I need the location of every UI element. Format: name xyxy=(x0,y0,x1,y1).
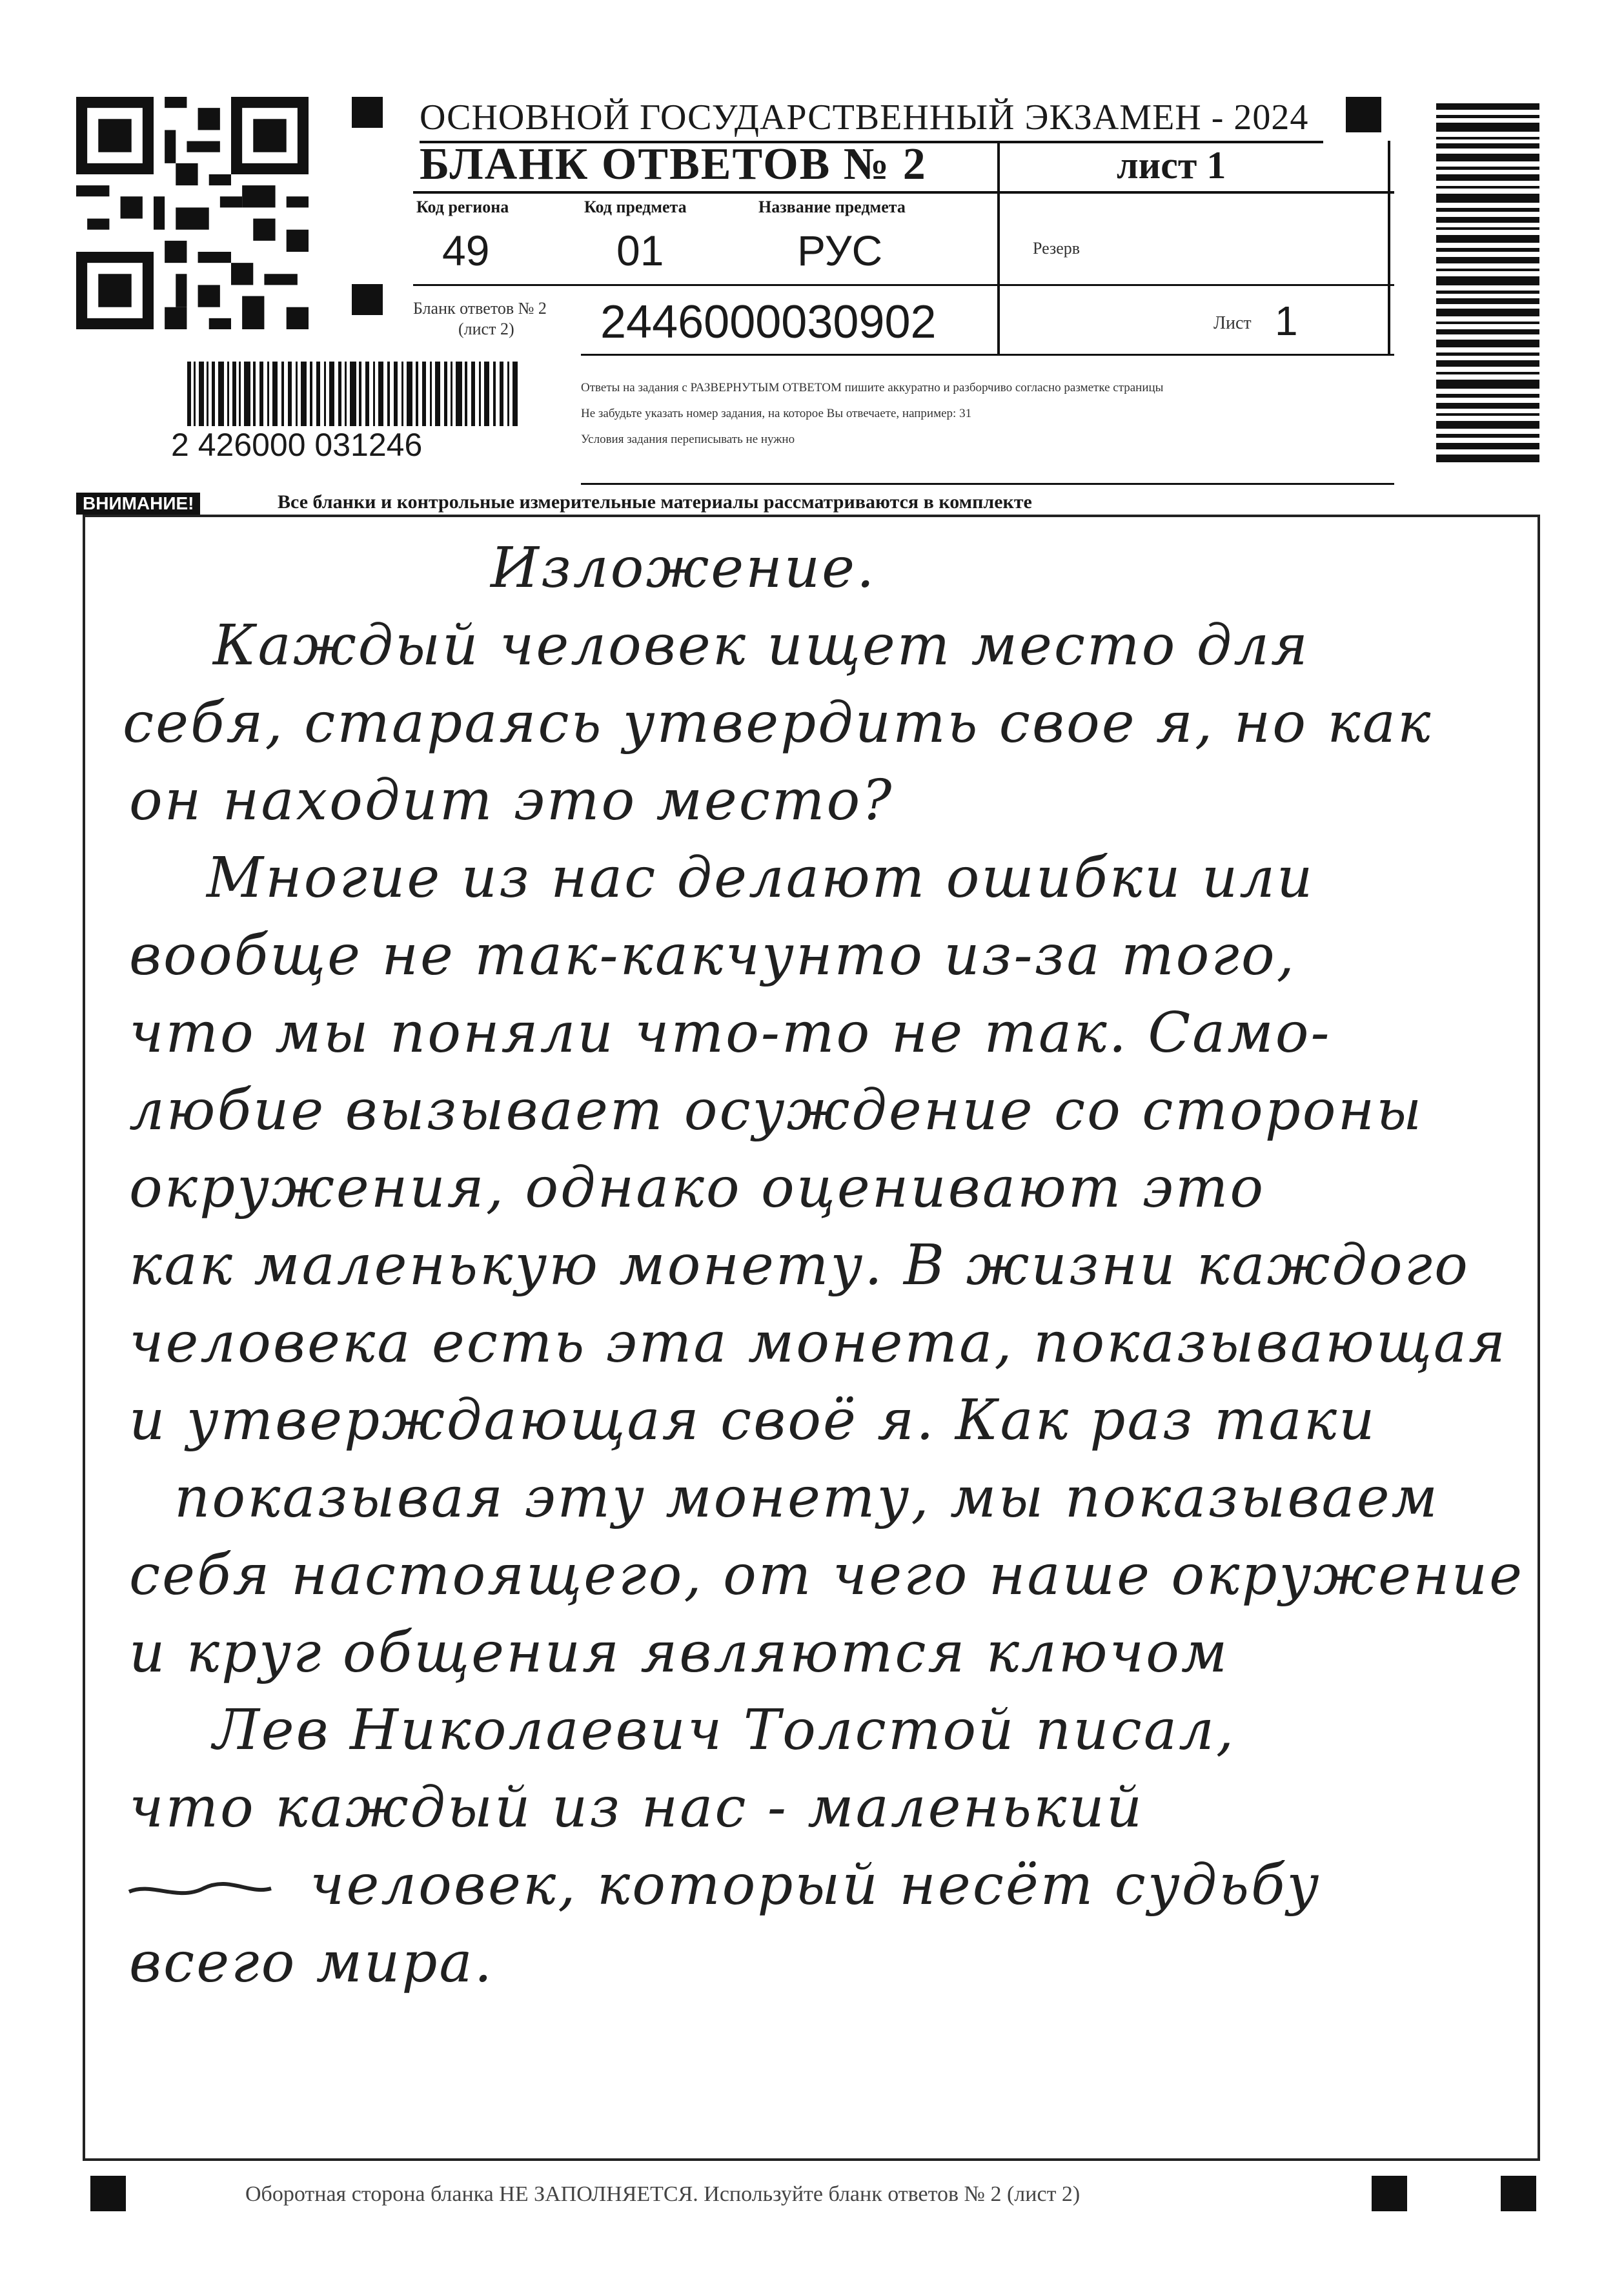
handwritten-line: человека есть эта монета, показывающая xyxy=(129,1311,1508,1375)
handwritten-line: как маленькую монету. В жизни каждого xyxy=(129,1233,1470,1298)
handwritten-line: себя настоящего, от чего наше окружение xyxy=(129,1543,1524,1608)
subject-name-label: Название предмета xyxy=(758,198,906,216)
divider xyxy=(581,483,1394,485)
divider xyxy=(413,191,1394,194)
instruction-line: Не забудьте указать номер задания, на которое Вы отвечаете, например: 31 xyxy=(581,407,972,420)
exam-title: ОСНОВНОЙ ГОСУДАРСТВЕННЫЙ ЭКЗАМЕН - 2024 xyxy=(420,97,1309,138)
sheet-ref-label: Лист xyxy=(1213,313,1252,333)
main-barcode xyxy=(187,362,523,426)
handwritten-line: и круг общения являются ключом xyxy=(129,1621,1230,1685)
handwritten-line: Каждый человек ищет место для xyxy=(213,613,1310,678)
handwritten-line: показывая эту монету, мы показываем xyxy=(174,1466,1439,1530)
handwritten-line: человек, который несёт судьбу xyxy=(310,1853,1321,1918)
divider xyxy=(997,141,1000,354)
subject-code-label: Код предмета xyxy=(584,198,687,216)
instruction-line: Ответы на задания с РАЗВЕРНУТЫМ ОТВЕТОМ пишите аккуратно и разборчиво согласно разметке страницы xyxy=(581,381,1164,394)
handwritten-line: Лев Николаевич Толстой писал, xyxy=(213,1698,1236,1763)
subject-code-value: 01 xyxy=(616,227,664,274)
handwritten-line: что каждый из нас - маленький xyxy=(129,1775,1144,1840)
handwritten-line: что мы поняли что-то не так. Само- xyxy=(129,1001,1332,1065)
sheet-ref-number: 1 xyxy=(1275,298,1298,344)
handwritten-line: он находит это место? xyxy=(129,768,894,833)
side-barcode xyxy=(1436,103,1539,465)
blank-ref-label-sub: (лист 2) xyxy=(458,320,514,338)
handwritten-line: себя, стараясь утвердить свое я, но как xyxy=(123,691,1433,755)
reserve-label: Резерв xyxy=(1033,239,1081,258)
subject-name-value: РУС xyxy=(797,227,883,274)
alignment-marker xyxy=(90,2176,126,2211)
blank-number: 2446000030902 xyxy=(600,296,937,348)
alignment-marker xyxy=(352,97,383,128)
handwritten-line: вообще не так-какчунто из-за того, xyxy=(129,923,1296,988)
notice-text: Все бланки и контрольные измерительные материалы рассматриваются в комплекте xyxy=(278,491,1032,513)
divider xyxy=(1388,141,1390,354)
divider xyxy=(581,354,1394,356)
handwritten-line: всего мира. xyxy=(129,1930,494,1995)
strikethrough-mark xyxy=(126,1869,274,1914)
barcode-number: 2 426000 031246 xyxy=(171,427,423,463)
qr-code xyxy=(76,97,309,329)
handwritten-line: любие вызывает осуждение со стороны xyxy=(129,1078,1424,1143)
divider xyxy=(413,284,1394,286)
footer-note: Оборотная сторона бланка НЕ ЗАПОЛНЯЕТСЯ. Используйте бланк ответов № 2 (лист 2) xyxy=(245,2182,1081,2206)
alignment-marker xyxy=(1372,2176,1407,2211)
sheet-label: лист 1 xyxy=(1117,144,1226,187)
form-title: БЛАНК ОТВЕТОВ № 2 xyxy=(420,139,927,189)
blank-ref-label: Бланк ответов № 2 xyxy=(413,299,547,318)
alignment-marker xyxy=(1501,2176,1536,2211)
handwritten-line: окружения, однако оценивают это xyxy=(129,1156,1266,1220)
region-label: Код региона xyxy=(416,198,509,216)
notice-badge: ВНИМАНИЕ! xyxy=(76,493,200,515)
handwritten-line: Многие из нас делают ошибки или xyxy=(207,846,1315,910)
region-value: 49 xyxy=(442,227,490,274)
instruction-line: Условия задания переписывать не нужно xyxy=(581,433,795,446)
alignment-marker xyxy=(1346,97,1381,132)
alignment-marker xyxy=(352,284,383,315)
handwritten-line: и утверждающая своё я. Как раз таки xyxy=(129,1388,1377,1453)
handwritten-line: Изложение. xyxy=(491,536,877,600)
